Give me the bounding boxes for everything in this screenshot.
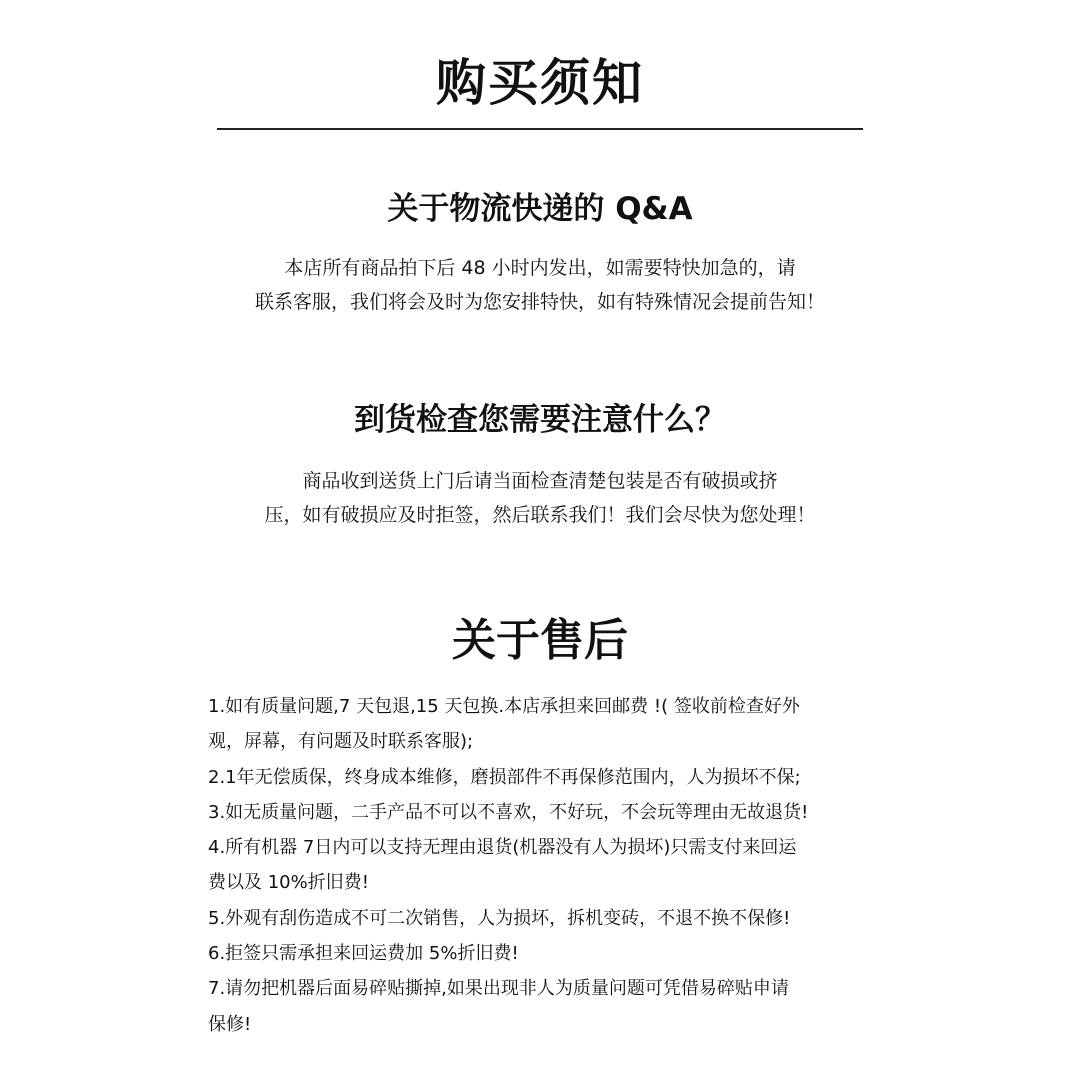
shipping-heading: 关于物流快递的 Q&A (387, 191, 693, 227)
inspection-heading: 到货检查您需要注意什么？ (354, 402, 726, 438)
aftersales-line: 费以及 10%折旧费! (208, 872, 369, 894)
title-divider (217, 128, 863, 130)
aftersales-line: 保修! (208, 1013, 252, 1035)
aftersales-line: 2.1年无偿质保，终身成本维修，磨损部件不再保修范围内，人为损坏不保; (208, 766, 801, 788)
aftersales-line: 7.请勿把机器后面易碎贴撕掉,如果出现非人为质量问题可凭借易碎贴申请 (208, 978, 789, 1000)
aftersales-line: 4.所有机器 7日内可以支持无理由退货(机器没有人为损坏)只需支付来回运 (208, 837, 797, 859)
aftersales-line: 1.如有质量问题,7 天包退,15 天包换.本店承担来回邮费 !( 签收前检查好外 (208, 696, 800, 717)
aftersales-heading: 关于售后 (452, 615, 628, 666)
aftersales-line: 5.外观有刮伤造成不可二次销售，人为损坏，拆机变砖，不退不换不保修! (208, 907, 791, 929)
shipping-line: 本店所有商品拍下后 48 小时内发出，如需要特快加急的，请 (284, 257, 796, 279)
shipping-body (0, 251, 1080, 319)
aftersales-line: 3.如无质量问题，二手产品不可以不喜欢，不好玩，不会玩等理由无故退货! (208, 801, 809, 823)
inspection-body (0, 464, 1080, 532)
shipping-line: 联系客服，我们将会及时为您安排特快，如有特殊情况会提前告知！ (254, 291, 825, 313)
inspection-line: 压，如有破损应及时拒签，然后联系我们！我们会尽快为您处理！ (264, 504, 816, 526)
inspection-line: 商品收到送货上门后请当面检查清楚包装是否有破损或挤 (302, 470, 778, 492)
page-title: 购买须知 (436, 54, 644, 112)
aftersales-line: 6.拒签只需承担来回运费加 5%折旧费! (208, 943, 519, 965)
aftersales-list (208, 689, 908, 1042)
aftersales-line: 观，屏幕，有问题及时联系客服); (208, 731, 474, 753)
